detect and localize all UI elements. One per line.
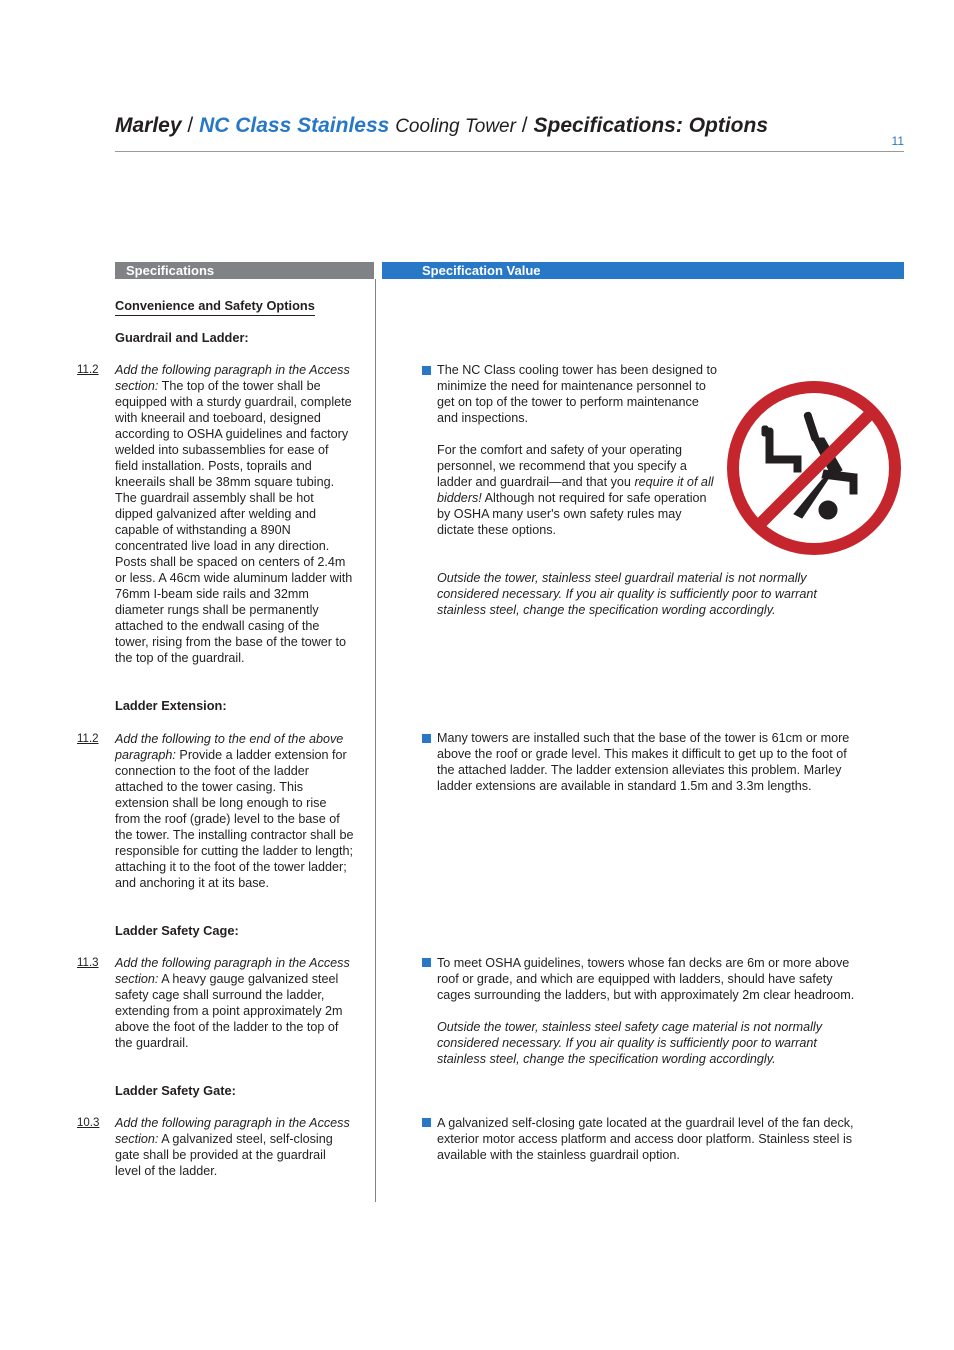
value-paragraph [437, 442, 719, 538]
column-header-specification-value: Specification Value [382, 262, 904, 279]
page-title [115, 114, 768, 138]
square-bullet-icon [422, 1118, 431, 1127]
section-number: 11.2 [77, 733, 99, 745]
value-note: Outside the tower, stainless steel guardrail material is not normally considered necessary. If you air quality is sufficiently poor to warrant stainless steel, change the specification wording accordingly. [437, 571, 817, 617]
column-divider [375, 279, 376, 1202]
page-number: 11 [891, 134, 904, 148]
value-text-ladder-extension: Many towers are installed such that the base of the tower is 61cm or more above the roof or grade level. This makes it difficult to get up to the foot of the attached ladder. The ladder extension alleviates this problem. Marley ladder extensions are available in standard 1.5m and 3.3m lengths. [437, 731, 850, 793]
spec-text-safety-gate [115, 1115, 355, 1179]
item-heading-safety-cage: Ladder Safety Cage: [115, 923, 239, 938]
product-name: NC Class Stainless [199, 114, 390, 137]
title-separator: / [187, 114, 194, 137]
value-paragraph: To meet OSHA guidelines, towers whose fan decks are 6m or more above roof or grade, and which are equipped with ladders, should have safety cages surrounding the ladders, but with approximately 2m clear headroom. [437, 956, 855, 1002]
text-run: Although not required for safe operation by OSHA many user's own safety rules may dictate these options. [437, 491, 707, 537]
value-text-safety-gate: A galvanized self-closing gate located at the guardrail level of the fan deck, exterior motor access platform and access door platform. Stainless steel is available with the stainless guardrail option. [437, 1116, 854, 1162]
square-bullet-icon [422, 734, 431, 743]
item-heading-guardrail: Guardrail and Ladder: [115, 330, 249, 345]
spec-text-safety-cage [115, 955, 355, 1051]
brand-name: Marley [115, 114, 182, 137]
spec-lead: Add the following paragraph in the Access section: [115, 363, 350, 393]
value-note-guardrail [437, 570, 865, 618]
spec-lead: Add the following paragraph in the Access section: [115, 1116, 350, 1146]
title-separator: / [521, 114, 528, 137]
spec-text-guardrail [115, 362, 355, 666]
spec-lead: Add the following to the end of the above paragraph: [115, 732, 344, 762]
group-title: Convenience and Safety Options [115, 298, 315, 316]
value-note: Outside the tower, stainless steel safety cage material is not normally considered necessary. If you air quality is sufficiently poor to warrant stainless steel, change the specification wording accordingly. [437, 1020, 822, 1066]
spec-body: A galvanized steel, self-closing gate shall be provided at the guardrail level of the ladder. [115, 1132, 333, 1178]
product-subtitle: Cooling Tower [395, 116, 516, 137]
header-rule [115, 151, 904, 152]
column-header-specifications: Specifications [115, 262, 374, 279]
value-text-safety-cage [437, 955, 862, 1067]
value-text-guardrail [437, 362, 719, 538]
spec-body: A heavy gauge galvanized steel safety cage shall surround the ladder, extending from a point approximately 2m above the foot of the ladder to the top of the guardrail. [115, 972, 343, 1050]
section-title: Specifications: Options [533, 114, 769, 137]
section-number: 11.3 [77, 957, 99, 969]
spec-text-ladder-extension [115, 731, 355, 891]
no-falling-person-icon [724, 378, 904, 558]
square-bullet-icon [422, 366, 431, 375]
value-paragraph: The NC Class cooling tower has been designed to minimize the need for maintenance personnel to get on top of the tower to perform maintenance and inspections. [437, 363, 718, 425]
square-bullet-icon [422, 958, 431, 967]
emphasis-text: require it of all bidders! [437, 475, 714, 505]
spec-body: The top of the tower shall be equipped with a sturdy guardrail, complete with kneerail and toeboard, designed according to OSHA guidelines and factory welded into subassemblies for ease of field installation. Posts, toprails and kneerails shall be 38mm square tubing. The guardrail assembly shall be hot dipped galvanized after welding and capable of withstanding a 890N concentrated live load in any direction. Posts shall be spaced on centers of 2.4m or less. A 46cm wide aluminum ladder with 76mm I-beam side rails and 32mm diameter rungs shall be permanently attached to the endwall casing of the tower, rising from the base of the tower to the top of the guardrail. [115, 379, 353, 665]
text-run: For the comfort and safety of your operating personnel, we recommend that you specify a ladder and guardrail—and that you [437, 443, 687, 489]
item-heading-ladder-extension: Ladder Extension: [115, 698, 227, 713]
item-heading-safety-gate: Ladder Safety Gate: [115, 1083, 236, 1098]
section-number: 10.3 [77, 1117, 100, 1129]
section-number: 11.2 [77, 364, 99, 376]
spec-body: Provide a ladder extension for connection to the foot of the ladder attached to the tower casing. This extension shall be long enough to rise from the roof (grade) level to the base of the tower. The installing contractor shall be responsible for cutting the ladder to length; attaching it to the foot of the tower ladder; and anchoring it at its base. [115, 748, 354, 890]
spec-lead: Add the following paragraph in the Access section: [115, 956, 350, 986]
